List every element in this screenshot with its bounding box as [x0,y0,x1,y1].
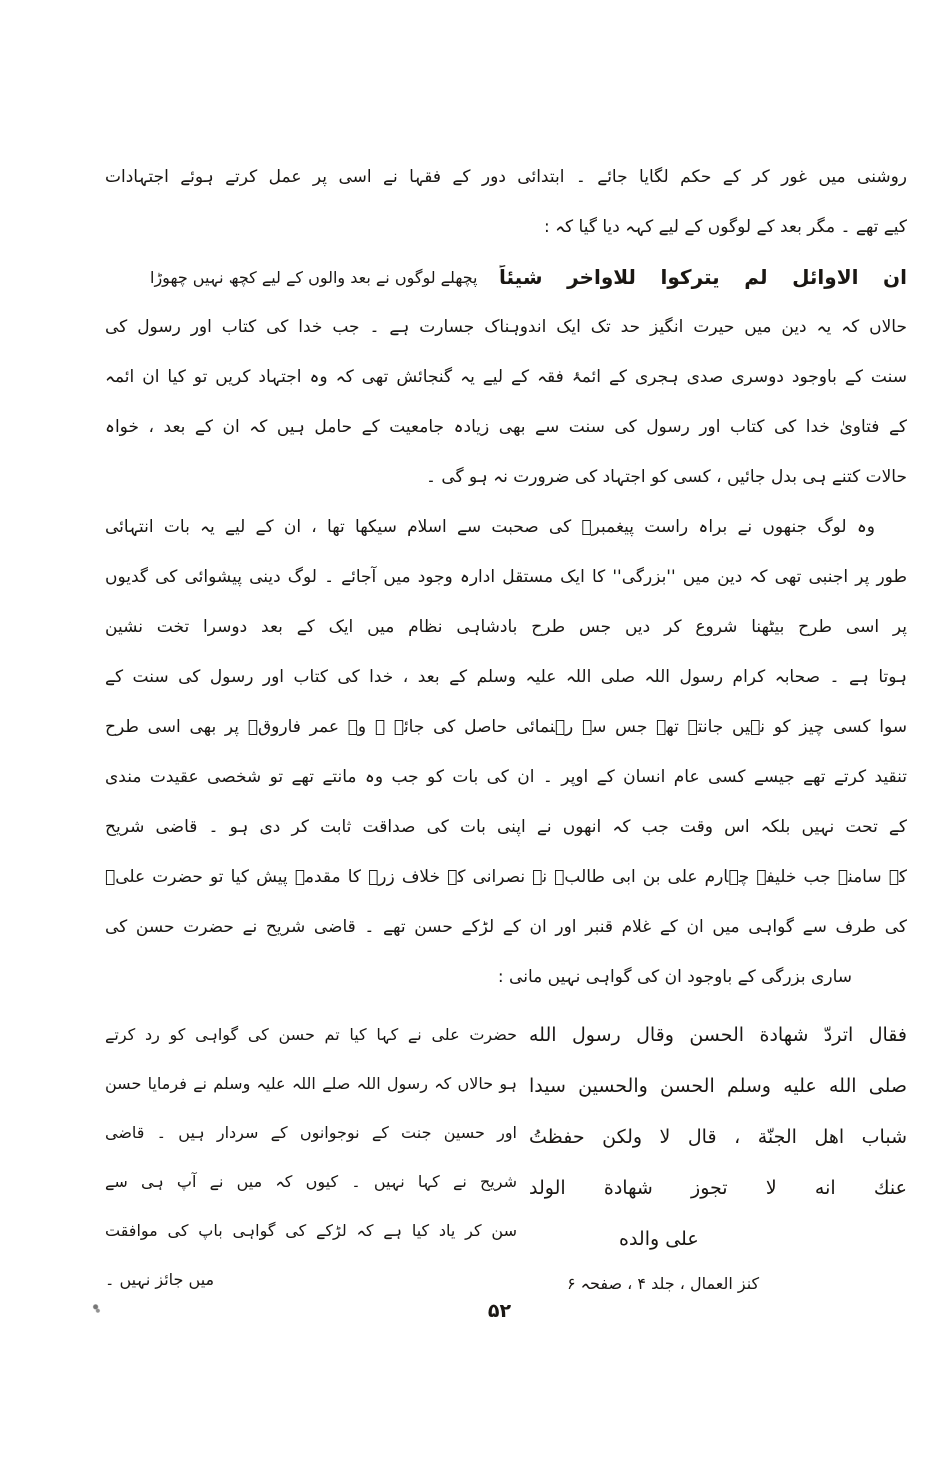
text-line: ہوتا ہے ۔ صحابہ کرام رسول اللہ صلی اللہ علیہ وسلم کے بعد ، خدا کی کتاب اور رسول کی سنت کے [105,667,907,687]
urdu-inline-translation: پچھلے لوگوں نے بعد والوں کے لیے کچھ نہیں چھوڑا [150,267,478,287]
text-line: حالات کتنے ہی بدل جائیں ، کسی کو اجتہاد کی ضرورت نہ ہو گی ۔ [425,467,907,487]
text-line: حضرت علی نے کہا کیا تم حسن کی گواہی کو رد کرتے [105,1025,517,1044]
text-line: کی طرف سے گواہی میں ان کے غلام قنبر اور ان کے لڑکے حسن تھے ۔ قاضی شریح نے حضرت حسن کی [105,917,907,937]
paragraph-3 [105,502,907,1002]
text-line: شریح نے کہا نہیں ۔ کیوں کہ میں نے آپ ہی سے [105,1172,517,1191]
text-line: کے سامنے جب خلیفہ چہارم علی بن ابی طالبؓ نے نصرانی کے خلاف زرہ کا مقدمہ پیش کیا تو حضرت علیؓ [105,867,907,887]
text-line: پر اسی طرح بیٹھنا شروع کر دیں جس طرح بادشاہی نظام میں ایک کے بعد دوسرا تخت نشین [105,617,907,637]
text-line: کیے تھے ۔ مگر بعد کے لوگوں کے لیے کہہ دیا گیا کہ : [543,217,907,237]
hadith-urdu-translation-column [105,1010,517,1304]
text-line: طور پر اجنبی تھی کہ دین میں ''بزرگی'' کا ایک مستقل ادارہ وجود میں آجائے ۔ لوگ دینی پیشوائی کی گدیوں [105,567,907,587]
text-line: سن کر یاد کیا ہے کہ لڑکے کی گواہی باپ کی موافقت [105,1221,517,1240]
inline-quote-row [105,252,907,302]
arabic-inline-quote: ان الاوائل لم يتركوا للاواخر شيئاً [499,265,907,289]
text-line: سوا کسی چیز کو نہیں جانتے تھے جس سے رہنمائی حاصل کی جائے ۔ وہ عمر فاروقؓ پر بھی اسی طرح [105,717,907,737]
text-line: حالاں کہ یہ دین میں حیرت انگیز حد تک ایک اندوہناک جسارت ہے ۔ جب خدا کی کتاب اور رسول کی [105,317,907,337]
hadith-urdu-lines [105,1010,517,1304]
text-line: شباب اهل الجنّة ، قال لا ولكن حفظتُ [529,1126,907,1148]
body-text [105,152,907,1002]
text-line: وہ لوگ جنھوں نے براہ راست پیغمبرؐ کی صحبت سے اسلام سیکھا تھا ، ان کے لیے یہ بات انتہائی [105,517,875,537]
text-line: صلى الله عليه وسلم الحسن والحسين سيدا [529,1075,907,1097]
text-line: کے تحت نہیں بلکہ اس وقت جب کہ انھوں نے اپنی بات کی صداقت ثابت کر دی ہو ۔ قاضی شریح [105,817,907,837]
text-line: روشنی میں غور کر کے حکم لگایا جائے ۔ ابتدائی دور کے فقہا نے اسی پر عمل کرتے ہوئے اجتہادات [105,167,907,187]
text-line: عنك انه لا تجوز شهادة الولد [529,1177,907,1199]
paragraph-2 [105,302,907,502]
text-line: میں جائز نہیں ۔ [105,1270,215,1289]
page-number: ۵۲ [487,1300,512,1322]
text-line: کے فتاویٰ خدا کی کتاب اور رسول کی سنت سے بھی زیادہ جامعیت کے حامل ہیں کہ ان کے بعد ، خواہ [105,417,907,437]
text-line: ہو حالاں کہ رسول اللہ صلے اللہ علیہ وسلم نے فرمایا حسن [105,1074,517,1093]
text-line: ساری بزرگی کے باوجود ان کی گواہی نہیں مانی : [497,967,852,987]
text-line: تنقید کرتے تھے جیسے کسی عام انسان کے اوپر ۔ ان کی بات کو جب وہ مانتے تھے تو شخصی عقیدت مندی [105,767,907,787]
text-line: فقال اتردّ شهادة الحسن وقال رسول الله [529,1024,907,1046]
text-line: سنت کے باوجود دوسری صدی ہجری کے ائمۂ فقہ کے لیے یہ گنجائش تھی کہ وہ اجتہاد کریں تو کیا ان ائمہ [105,367,907,387]
hadith-arabic-column [529,1010,907,1304]
text-line: اور حسین جنت کے نوجوانوں کے سردار ہیں ۔ قاضی [105,1123,517,1142]
hadith-two-column-block [105,1010,907,1304]
source-citation: کنز العمال ، جلد ۴ ، صفحہ ۶ [567,1274,760,1293]
ink-speck-artifact [92,1303,101,1314]
text-line: على والده [619,1228,699,1250]
paragraph-1 [105,152,907,252]
hadith-arabic-lines [529,1010,907,1265]
